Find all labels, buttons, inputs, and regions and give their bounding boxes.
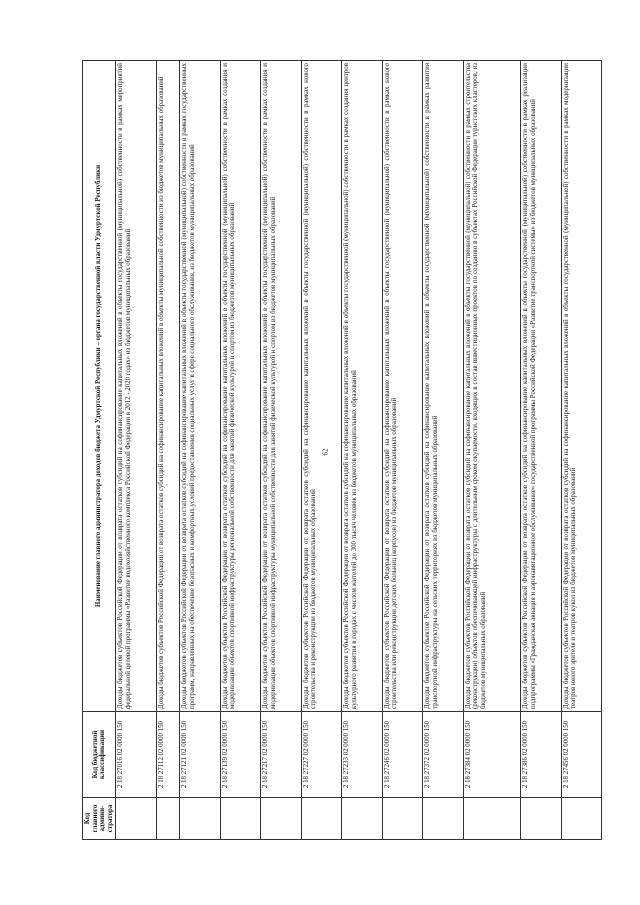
revenue-name-cell: Доходы бюджетов субъектов Российской Федерации от возврата остатков субсидий на софинансирование капитальных вложений в объекты государственной (муниципальной) собственности в рамках нового строительства или реконструкции детских больниц (корпусов) из бюджетов муниципальных образований xyxy=(382,61,422,712)
revenue-name-cell: Доходы бюджетов субъектов Российской Федерации от возврата остатков субсидий на софинансирование капитальных вложений в объекты государственной (муниципальной) собственности в рамках мероприятий федеральной целевой программы «Развитие водохозяйственного комплекса Российской Федерации в 2012 - 2020 годах» из бюджетов муниципальных образований xyxy=(116,61,156,712)
revenue-name-cell: Доходы бюджетов субъектов Российской Федерации от возврата остатков субсидий на софинансирование капитальных вложений в объекты государственной (муниципальной) собственности в рамках создания и модернизации объектов спортивной инфраструктуры региональной собственности для занятий физической культурой и спортом из бюджетов муниципальных образований xyxy=(220,61,260,712)
table-row xyxy=(180,61,220,840)
revenue-name-cell: Доходы бюджетов субъектов Российской Федерации от возврата остатков субсидий на софинансирование капитальных вложений в объекты государственной (муниципальной) собственности в рамках реализации подпрограммы «Гражданская авиация и аэронавигационное обслуживание» государственной программы Российской Федерации «Развитие транспортной системы» из бюджетов муниципальных образований xyxy=(521,61,561,712)
admin-code-cell xyxy=(521,798,561,840)
header-name: Наименование главного администратора доходов бюджета Удмуртской Республики – органа государственной власти Удмуртской Республики xyxy=(83,61,116,712)
revenue-name-cell: Доходы бюджетов субъектов Российской Федерации от возврата остатков субсидий на софинансирование капитальных вложений в объекты государственной (муниципальной) собственности в рамках развития транспортной инфраструктуры на сельских территориях из бюджетов муниципальных образований xyxy=(423,61,463,712)
table-row xyxy=(261,61,301,840)
budget-code-cell: 2 18 27121 02 0000 150 xyxy=(180,712,220,798)
budget-code-cell: 2 18 27112 02 0000 150 xyxy=(156,712,180,798)
budget-code-cell: 2 18 27456 02 0000 150 xyxy=(561,712,601,798)
table-body xyxy=(116,61,602,840)
revenue-name-cell: Доходы бюджетов субъектов Российской Федерации от возврата остатков субсидий на софинансирование капитальных вложений в объекты государственной (муниципальной) собственности в рамках модернизации театров юного зрителя и театров кукол из бюджетов муниципальных образований xyxy=(561,61,601,712)
budget-code-cell: 2 18 27384 02 0000 150 xyxy=(463,712,520,798)
table-header-row xyxy=(83,61,116,840)
revenue-name-cell: Доходы бюджетов субъектов Российской Федерации от возврата остатков субсидий на софинансирование капитальных вложений в объекты государственной (муниципальной) собственности в рамках создания центров культурного развития в городах с числом жителей до 300 тысяч человек из бюджетов муниципальных образований xyxy=(342,61,382,712)
header-budget-code: Код бюджетной классификации xyxy=(83,712,116,798)
admin-code-cell xyxy=(382,798,422,840)
admin-code-cell xyxy=(423,798,463,840)
revenue-name-cell: Доходы бюджетов субъектов Российской Федерации от возврата остатков субсидий на софинансирование капитальных вложений в объекты государственной (муниципальной) собственности в рамках нового строительства и реконструкции из бюджетов муниципальных образований xyxy=(301,61,341,712)
budget-revenue-table xyxy=(82,60,602,840)
page-number: 62 xyxy=(321,448,330,456)
table-row xyxy=(301,61,341,840)
revenue-name-cell: Доходы бюджетов субъектов Российской Федерации от возврата остатков субсидий на софинансирование капитальных вложений в объекты государственной (муниципальной) собственности в рамках создания и модернизации объектов спортивной инфраструктуры муниципальной собственности для занятий физической культурой и спортом из бюджетов муниципальных образований xyxy=(261,61,301,712)
admin-code-cell xyxy=(116,798,156,840)
admin-code-cell xyxy=(156,798,180,840)
admin-code-cell xyxy=(561,798,601,840)
table-row xyxy=(463,61,520,840)
admin-code-cell xyxy=(463,798,520,840)
budget-code-cell: 2 18 27217 02 0000 150 xyxy=(261,712,301,798)
budget-code-cell: 2 18 27227 02 0000 150 xyxy=(301,712,341,798)
table-row xyxy=(116,61,156,840)
table-row xyxy=(382,61,422,840)
admin-code-cell xyxy=(220,798,260,840)
table-row xyxy=(342,61,382,840)
budget-code-cell: 2 18 27139 02 0000 150 xyxy=(220,712,260,798)
budget-code-cell: 2 18 27246 02 0000 150 xyxy=(382,712,422,798)
table-row xyxy=(423,61,463,840)
budget-code-cell: 2 18 27233 02 0000 150 xyxy=(342,712,382,798)
admin-code-cell xyxy=(301,798,341,840)
header-admin-code: Код главного админи-стратора xyxy=(83,798,116,840)
revenue-name-cell: Доходы бюджетов субъектов Российской Федерации от возврата остатков субсидий на софинансирование капитальных вложений в объекты государственной (муниципальной) собственности в рамках строительства (реконструкции) объектов обеспечивающей инфраструктуры с длительным сроком окупаемости, входящих в состав инвестиционных проектов по созданию в субъектах Российской Федерации туристских кластеров, из бюджетов муниципальных образований xyxy=(463,61,520,712)
table-row xyxy=(220,61,260,840)
revenue-name-cell: Доходы бюджетов субъектов Российской Федерации от возврата остатков субсидий на софинансирование капитальных вложений в объекты муниципальной собственности из бюджетов муниципальных образований xyxy=(156,61,180,712)
admin-code-cell xyxy=(342,798,382,840)
table-row xyxy=(156,61,180,840)
admin-code-cell xyxy=(180,798,220,840)
budget-code-cell: 2 18 27386 02 0000 150 xyxy=(521,712,561,798)
table-row xyxy=(561,61,601,840)
revenue-name-cell: Доходы бюджетов субъектов Российской Федерации от возврата остатков субсидий на софинансирование капитальных вложений в объекты государственной (муниципальной) собственности в рамках государственных программ, направленных на обеспечение безопасных и комфортных условий предоставления социальных услуг в сфере социального обслуживания, из бюджетов муниципальных образований xyxy=(180,61,220,712)
budget-code-cell: 2 18 27016 02 0000 150 xyxy=(116,712,156,798)
rotated-table-wrapper xyxy=(82,60,602,840)
admin-code-cell xyxy=(261,798,301,840)
table-row xyxy=(521,61,561,840)
budget-code-cell: 2 18 27372 02 0000 150 xyxy=(423,712,463,798)
